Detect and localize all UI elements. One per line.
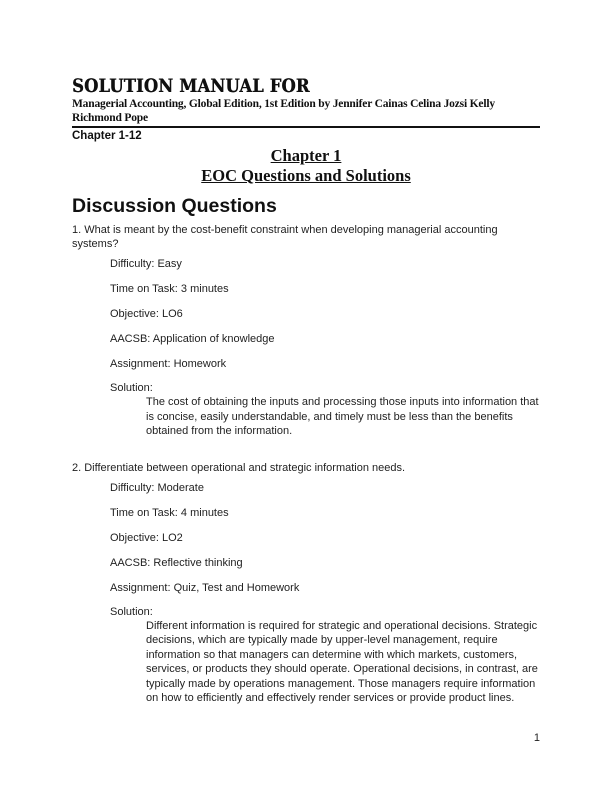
page-number: 1 [533,732,540,744]
chapter-heading [72,146,540,186]
time-on-task-line: Time on Task: 4 minutes [110,506,229,519]
chapter-range-label: Chapter 1-12 [72,130,142,142]
difficulty-line: Difficulty: Easy [110,258,182,270]
chapter-subtitle: EOC Questions and Solutions [201,166,411,185]
difficulty-line: Difficulty: Moderate [110,481,204,494]
assignment-line: Assignment: Homework [110,358,227,370]
aacsb-line: AACSB: Reflective thinking [110,556,243,569]
solution-label: Solution: [110,382,153,394]
question-block-2 [72,461,540,706]
document-header [72,75,540,144]
solution-label: Solution: [110,605,153,618]
book-title-line-1: Managerial Accounting, Global Edition, 1st Edition by Jennifer Cainas Celina Jozsi Kelly [72,96,495,110]
book-title-line-2: Richmond Pope [72,109,148,124]
aacsb-line: AACSB: Application of knowledge [110,333,275,345]
objective-line: Objective: LO6 [110,308,183,320]
objective-line: Objective: LO2 [110,531,183,544]
solution-manual-title: SOLUTION MANUAL FOR [72,75,310,97]
header-divider [72,126,540,128]
chapter-title: Chapter 1 [270,146,342,165]
assignment-line: Assignment: Quiz, Test and Homework [110,581,300,594]
question-text: 2. Differentiate between operational and strategic information needs. [72,461,406,474]
question-block-1 [72,223,540,439]
solution-text: The cost of obtaining the inputs and processing those inputs into information that is concise, easily understandable, and timely must be less than the benefits obtained from the information. [146,396,539,437]
section-heading: Discussion Questions [72,195,277,217]
question-text: 1. What is meant by the cost-benefit constraint when developing managerial accounting systems? [72,224,498,250]
time-on-task-line: Time on Task: 3 minutes [110,283,229,295]
solution-text: Different information is required for strategic and operational decisions. Strategic decisions, which are typically made by upper-level management, require information so that managers can determine with which markets, customers, services, or products they should operate. Operational decisions, in contrast, are typically made by operations management. Those managers require information on how to efficiently and effectively render services or provide product lines. [146,619,538,704]
book-title [72,97,521,124]
